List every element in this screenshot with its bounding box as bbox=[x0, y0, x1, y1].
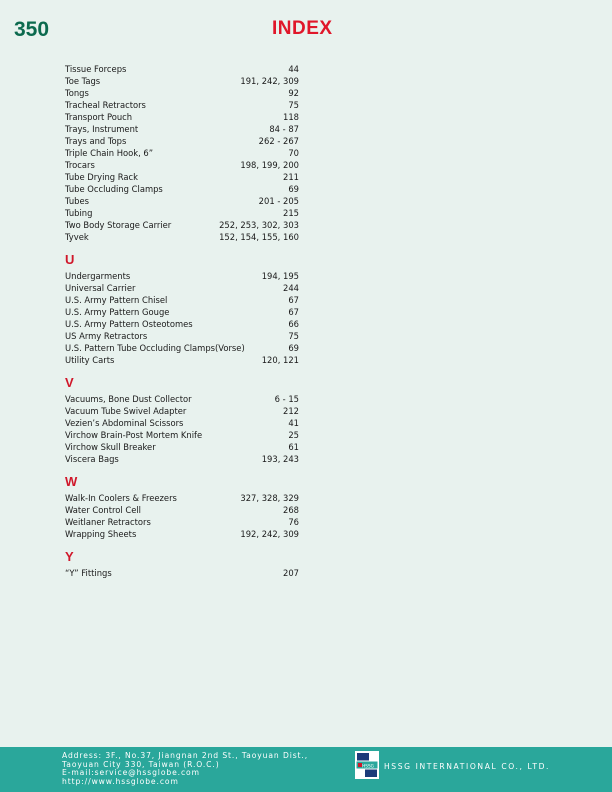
entry-pages: 25 bbox=[288, 430, 299, 440]
entry-pages: 192, 242, 309 bbox=[240, 529, 299, 539]
page-number: 350 bbox=[14, 18, 50, 41]
entry-pages: 44 bbox=[288, 64, 299, 74]
entry-name: U.S. Army Pattern Osteotomes bbox=[65, 319, 193, 329]
entry-name: Undergarments bbox=[65, 271, 131, 281]
entry-pages: 327, 328, 329 bbox=[240, 493, 299, 503]
index-section bbox=[65, 550, 299, 579]
entry-name: Trocars bbox=[65, 160, 95, 170]
index-entry bbox=[65, 63, 299, 75]
index-entry bbox=[65, 147, 299, 159]
index-entry bbox=[65, 159, 299, 171]
index-entry bbox=[65, 270, 299, 282]
index-section bbox=[65, 63, 299, 243]
entry-pages: 84 - 87 bbox=[269, 124, 299, 134]
entry-pages: 215 bbox=[283, 208, 299, 218]
entry-pages: 191, 242, 309 bbox=[240, 76, 299, 86]
entry-name: Vezien’s Abdominal Scissors bbox=[65, 418, 184, 428]
index-entry bbox=[65, 111, 299, 123]
email-line: E-mail:service@hssglobe.com bbox=[62, 768, 200, 778]
entry-name: Weitlaner Retractors bbox=[65, 517, 151, 527]
page-title: INDEX bbox=[272, 18, 333, 39]
index-entry bbox=[65, 504, 299, 516]
index-entry bbox=[65, 207, 299, 219]
index-entry bbox=[65, 231, 299, 243]
index-entry bbox=[65, 528, 299, 540]
section-letter: V bbox=[65, 375, 74, 390]
entry-pages: 6 - 15 bbox=[274, 394, 299, 404]
entry-name: Walk-In Coolers & Freezers bbox=[65, 493, 177, 503]
index-entry bbox=[65, 429, 299, 441]
section-letter: Y bbox=[65, 549, 74, 564]
index-entry bbox=[65, 75, 299, 87]
section-letter: U bbox=[65, 252, 75, 267]
entry-pages: 69 bbox=[288, 343, 299, 353]
entry-name: Transport Pouch bbox=[65, 112, 133, 122]
index-entry bbox=[65, 354, 299, 366]
entry-pages: 194, 195 bbox=[261, 271, 299, 281]
entry-pages: 41 bbox=[288, 418, 299, 428]
entry-name: U.S. Pattern Tube Occluding Clamps(Vorse) bbox=[65, 343, 245, 353]
address-line: Taoyuan City 330, Taiwan (R.O.C.) bbox=[62, 759, 220, 769]
entry-pages: 262 - 267 bbox=[258, 136, 299, 146]
entry-name: Vacuum Tube Swivel Adapter bbox=[65, 406, 187, 416]
entry-name: Tube Drying Rack bbox=[65, 172, 138, 182]
index-entry bbox=[65, 294, 299, 306]
index-entry bbox=[65, 405, 299, 417]
index-entry bbox=[65, 195, 299, 207]
index-entry bbox=[65, 171, 299, 183]
index-entry bbox=[65, 87, 299, 99]
entry-name: U.S. Army Pattern Chisel bbox=[65, 295, 168, 305]
index-section bbox=[65, 253, 299, 366]
entry-pages: 211 bbox=[283, 172, 299, 182]
entry-pages: 70 bbox=[288, 148, 299, 158]
entry-pages: 193, 243 bbox=[261, 454, 299, 464]
entry-pages: 252, 253, 302, 303 bbox=[219, 220, 299, 230]
entry-name: US Army Retractors bbox=[65, 331, 148, 341]
index-entry bbox=[65, 99, 299, 111]
index-entry bbox=[65, 219, 299, 231]
entry-pages: 120, 121 bbox=[261, 355, 299, 365]
entry-name: Utility Carts bbox=[65, 355, 115, 365]
entry-name: Wrapping Sheets bbox=[65, 529, 137, 539]
index-entry bbox=[65, 306, 299, 318]
entry-name: Virchow Skull Breaker bbox=[65, 442, 156, 452]
index-entry bbox=[65, 183, 299, 195]
index-entry bbox=[65, 393, 299, 405]
entry-name: Virchow Brain-Post Mortem Knife bbox=[65, 430, 203, 440]
entry-pages: 75 bbox=[288, 331, 299, 341]
entry-name: Two Body Storage Carrier bbox=[65, 220, 172, 230]
entry-name: Universal Carrier bbox=[65, 283, 136, 293]
entry-name: Tubing bbox=[65, 208, 93, 218]
entry-pages: 207 bbox=[283, 568, 299, 578]
entry-name: Trays, Instrument bbox=[65, 124, 139, 134]
entry-pages: 268 bbox=[283, 505, 299, 515]
index-entry bbox=[65, 342, 299, 354]
entry-name: Trays and Tops bbox=[65, 136, 127, 146]
entry-name: Water Control Cell bbox=[65, 505, 142, 515]
entry-name: Toe Tags bbox=[65, 76, 101, 86]
index-entry bbox=[65, 135, 299, 147]
index-entry bbox=[65, 516, 299, 528]
entry-name: Triple Chain Hook, 6” bbox=[65, 148, 154, 158]
entry-pages: 61 bbox=[288, 442, 299, 452]
company-name: HSSG INTERNATIONAL CO., LTD. bbox=[384, 762, 551, 771]
entry-pages: 201 - 205 bbox=[258, 196, 299, 206]
entry-name: Tubes bbox=[65, 196, 89, 206]
index-entry bbox=[65, 453, 299, 465]
index-entry bbox=[65, 330, 299, 342]
entry-pages: 244 bbox=[283, 283, 299, 293]
footer bbox=[0, 747, 612, 792]
entry-name: Tissue Forceps bbox=[65, 64, 127, 74]
entry-name: “Y” Fittings bbox=[65, 568, 112, 578]
logo-text: HSSG bbox=[362, 763, 374, 769]
index-entry bbox=[65, 417, 299, 429]
entry-pages: 67 bbox=[288, 307, 299, 317]
entry-pages: 152, 154, 155, 160 bbox=[219, 232, 299, 242]
index-entry bbox=[65, 492, 299, 504]
entry-pages: 67 bbox=[288, 295, 299, 305]
entry-pages: 212 bbox=[283, 406, 299, 416]
entry-name: Tube Occluding Clamps bbox=[65, 184, 163, 194]
entry-pages: 66 bbox=[288, 319, 299, 329]
entry-pages: 76 bbox=[288, 517, 299, 527]
index-section bbox=[65, 475, 299, 540]
index-entry bbox=[65, 567, 299, 579]
entry-pages: 69 bbox=[288, 184, 299, 194]
address-line: Address: 3F., No.37, Jiangnan 2nd St., Taoyuan Dist., bbox=[62, 751, 309, 760]
entry-pages: 92 bbox=[288, 88, 299, 98]
section-letter: W bbox=[65, 474, 78, 489]
entry-name: Vacuums, Bone Dust Collector bbox=[65, 394, 192, 404]
entry-pages: 198, 199, 200 bbox=[240, 160, 299, 170]
index-entry bbox=[65, 282, 299, 294]
entry-name: Tyvek bbox=[65, 232, 89, 242]
entry-name: Tongs bbox=[65, 88, 89, 98]
index-entry bbox=[65, 123, 299, 135]
entry-pages: 118 bbox=[283, 112, 299, 122]
index-entry bbox=[65, 318, 299, 330]
entry-pages: 75 bbox=[288, 100, 299, 110]
entry-name: Tracheal Retractors bbox=[65, 100, 146, 110]
index-entry bbox=[65, 441, 299, 453]
company-logo bbox=[355, 751, 379, 779]
website-link[interactable]: http://www.hssglobe.com bbox=[62, 776, 179, 786]
address-block bbox=[62, 752, 308, 786]
index-list bbox=[65, 63, 299, 579]
entry-name: Viscera Bags bbox=[65, 454, 119, 464]
entry-name: U.S. Army Pattern Gouge bbox=[65, 307, 170, 317]
index-section bbox=[65, 376, 299, 465]
